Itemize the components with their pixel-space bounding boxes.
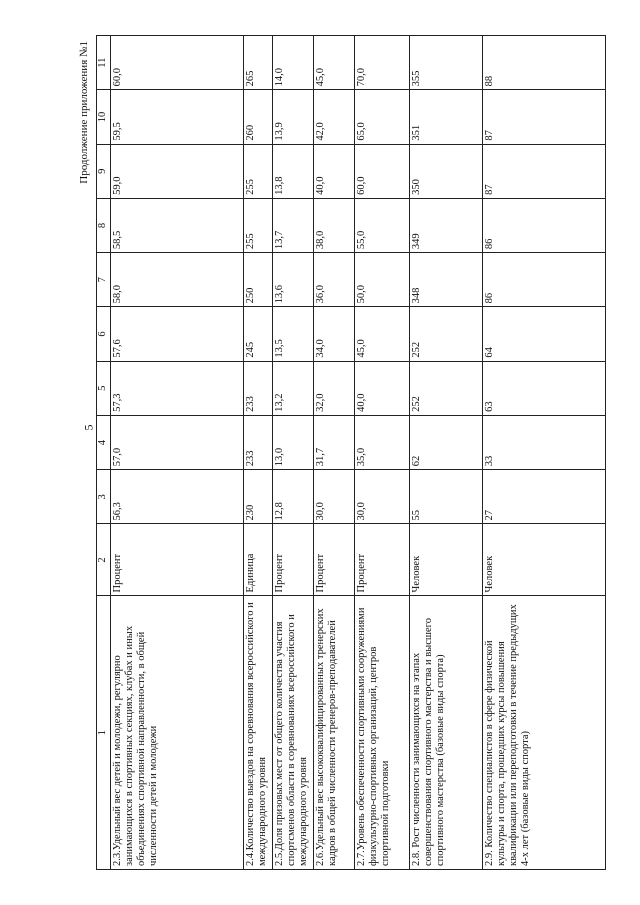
value-cell: 35,0	[355, 415, 410, 469]
value-cell: 13,2	[273, 361, 314, 415]
value-cell: 40,0	[314, 144, 355, 198]
col-header: 4	[97, 415, 111, 469]
value-cell: 60,0	[111, 36, 244, 90]
indicator-name: 2.4.Количество выездов на соревнования всероссийского и международного уровня	[244, 596, 273, 870]
value-cell: 58,5	[111, 198, 244, 252]
table-row	[410, 36, 483, 870]
value-cell: 57,6	[111, 307, 244, 361]
value-cell: 13,6	[273, 253, 314, 307]
value-cell: 59,0	[111, 144, 244, 198]
value-cell: 30,0	[314, 470, 355, 524]
value-cell: 58,0	[111, 253, 244, 307]
indicator-name: 2.5.Доля призовых мест от общего количества участия спортсменов области в соревнованиях всероссийского и международного уровня	[273, 596, 314, 870]
value-cell: 57,3	[111, 361, 244, 415]
value-cell: 252	[410, 361, 483, 415]
value-cell: 348	[410, 253, 483, 307]
table-row	[273, 36, 314, 870]
indicator-name: 2.6.Удельный вес высококвалифицированных тренерских кадров в общей численности тренеров-преподавателей	[314, 596, 355, 870]
value-cell: 13,9	[273, 90, 314, 144]
indicator-unit: Процент	[314, 524, 355, 596]
value-cell: 34,0	[314, 307, 355, 361]
value-cell: 88	[483, 36, 606, 90]
col-header: 8	[97, 198, 111, 252]
indicator-name: 2.3.Удельный вес детей и молодежи, регулярно занимающихся в спортивных секциях, клубах и иных объединениях спортивной направленности, в общей численности детей и молодежи	[111, 596, 244, 870]
value-cell: 13,7	[273, 198, 314, 252]
table-row	[314, 36, 355, 870]
value-cell: 255	[244, 198, 273, 252]
page-number: 5	[81, 424, 96, 431]
value-cell: 14,0	[273, 36, 314, 90]
value-cell: 55,0	[355, 198, 410, 252]
indicator-unit: Процент	[355, 524, 410, 596]
value-cell: 32,0	[314, 361, 355, 415]
value-cell: 64	[483, 307, 606, 361]
indicator-unit: Человек	[483, 524, 606, 596]
value-cell: 55	[410, 470, 483, 524]
indicator-unit: Процент	[273, 524, 314, 596]
col-header: 11	[97, 36, 111, 90]
value-cell: 36,0	[314, 253, 355, 307]
col-header: 5	[97, 361, 111, 415]
value-cell: 87	[483, 144, 606, 198]
indicator-unit: Процент	[111, 524, 244, 596]
value-cell: 70,0	[355, 36, 410, 90]
value-cell: 57,0	[111, 415, 244, 469]
value-cell: 265	[244, 36, 273, 90]
header-row	[97, 36, 111, 870]
indicator-unit: Человек	[410, 524, 483, 596]
col-header: 7	[97, 253, 111, 307]
value-cell: 255	[244, 144, 273, 198]
value-cell: 86	[483, 253, 606, 307]
rotated-page-content	[70, 35, 610, 870]
table-row	[244, 36, 273, 870]
value-cell: 31,7	[314, 415, 355, 469]
col-header: 9	[97, 144, 111, 198]
col-header: 6	[97, 307, 111, 361]
value-cell: 245	[244, 307, 273, 361]
value-cell: 351	[410, 90, 483, 144]
indicator-name: 2.8. Рост численности занимающихся на этапах совершенствования спортивного мастерства и высшего спортивного мастерства (базовые виды спорта)	[410, 596, 483, 870]
value-cell: 45,0	[314, 36, 355, 90]
value-cell: 42,0	[314, 90, 355, 144]
value-cell: 12,8	[273, 470, 314, 524]
value-cell: 86	[483, 198, 606, 252]
indicator-name: 2.7.Уровень обеспеченности спортивными сооружениями физкультурно-спортивных организаций, центров спортивной подготовки	[355, 596, 410, 870]
value-cell: 233	[244, 415, 273, 469]
value-cell: 38,0	[314, 198, 355, 252]
col-header: 3	[97, 470, 111, 524]
value-cell: 63	[483, 361, 606, 415]
col-header: 10	[97, 90, 111, 144]
value-cell: 13,5	[273, 307, 314, 361]
value-cell: 30,0	[355, 470, 410, 524]
value-cell: 252	[410, 307, 483, 361]
value-cell: 27	[483, 470, 606, 524]
continuation-note: Продолжение приложения №1	[78, 41, 90, 184]
value-cell: 59,5	[111, 90, 244, 144]
table-row	[111, 36, 244, 870]
value-cell: 50,0	[355, 253, 410, 307]
value-cell: 355	[410, 36, 483, 90]
indicators-table	[96, 35, 606, 870]
table-row	[483, 36, 606, 870]
value-cell: 350	[410, 144, 483, 198]
indicator-unit: Единица	[244, 524, 273, 596]
indicator-name: 2.9. Количество специалистов в сфере физической культуры и спорта, прошедших курсы повышения квалификации или переподготовки в течение предыдущих 4-х лет (базовые виды спорта)	[483, 596, 606, 870]
value-cell: 250	[244, 253, 273, 307]
value-cell: 233	[244, 361, 273, 415]
col-header: 2	[97, 524, 111, 596]
value-cell: 260	[244, 90, 273, 144]
value-cell: 230	[244, 470, 273, 524]
value-cell: 56,3	[111, 470, 244, 524]
table-row	[355, 36, 410, 870]
value-cell: 40,0	[355, 361, 410, 415]
value-cell: 13,8	[273, 144, 314, 198]
value-cell: 60,0	[355, 144, 410, 198]
col-header: 1	[97, 596, 111, 870]
value-cell: 13,0	[273, 415, 314, 469]
value-cell: 62	[410, 415, 483, 469]
value-cell: 45,0	[355, 307, 410, 361]
value-cell: 33	[483, 415, 606, 469]
value-cell: 349	[410, 198, 483, 252]
value-cell: 87	[483, 90, 606, 144]
value-cell: 65,0	[355, 90, 410, 144]
